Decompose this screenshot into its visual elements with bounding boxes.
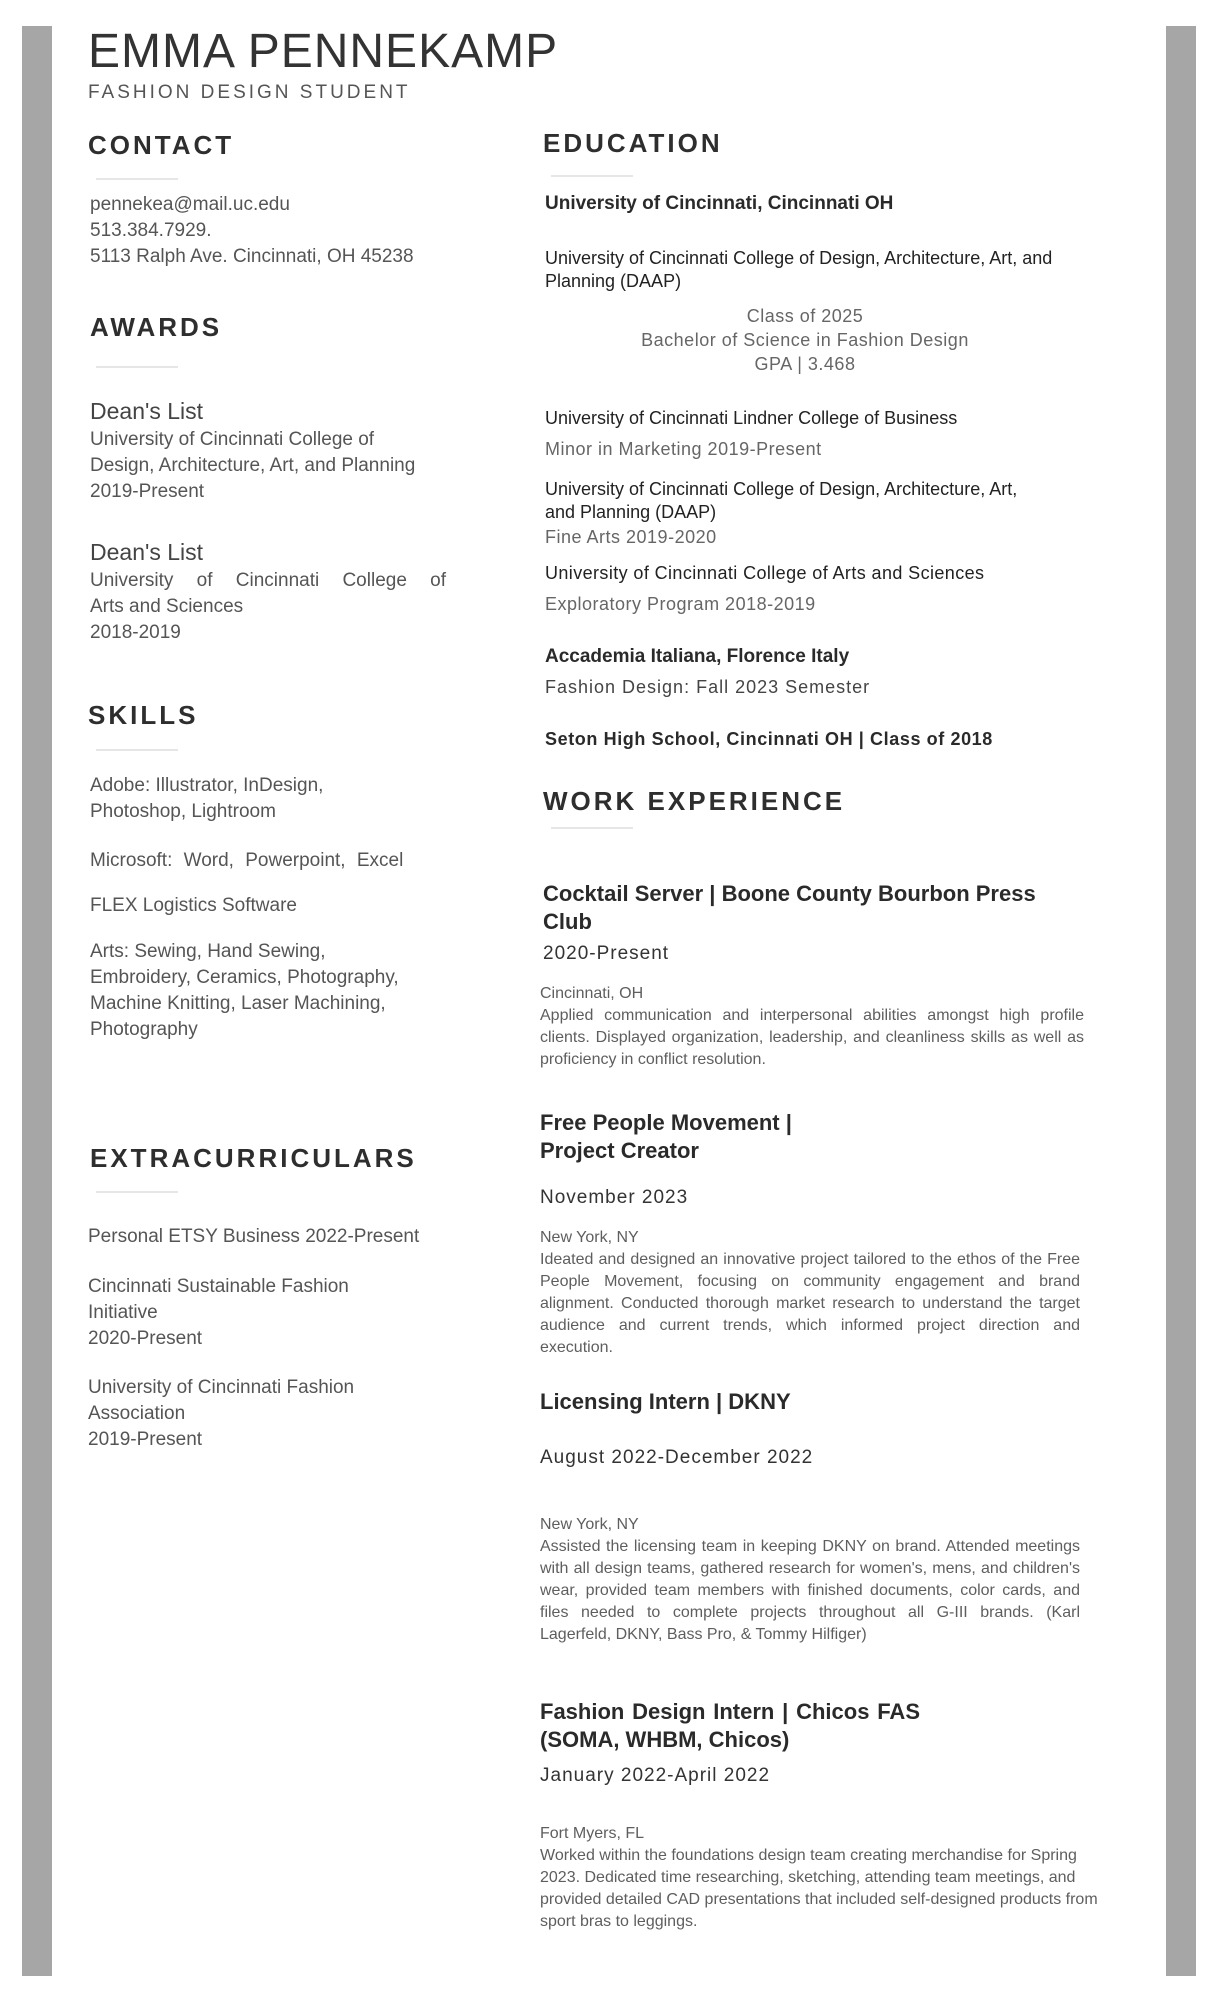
job-location: New York, NY bbox=[540, 1229, 639, 1246]
right-border-bar bbox=[1166, 26, 1196, 1976]
work-heading: WORK EXPERIENCE bbox=[543, 786, 846, 816]
education-class: Class of 2025 bbox=[746, 306, 864, 326]
extracurricular-years: 2020-Present bbox=[88, 1328, 203, 1349]
page-title: EMMA PENNEKAMP bbox=[88, 25, 559, 78]
job-title: Cocktail Server | Boone County Bourbon Press Club bbox=[543, 881, 1036, 934]
education-school: Seton High School, Cincinnati OH | Class of 2018 bbox=[545, 729, 993, 749]
education-college: University of Cincinnati College of Arts and Sciences bbox=[545, 563, 985, 583]
job-description: Assisted the licensing team in keeping DKNY on brand. Attended meetings with all design teams, gathered research for women's, mens, and children's wear, provided team members with finished documents, color cards, and files needed to complete projects throughout all G-III brands. (Karl Lagerfeld, DKNY, Bass Pro, & Tommy Hilfiger) bbox=[540, 1538, 1080, 1643]
page-subtitle: FASHION DESIGN STUDENT bbox=[88, 82, 411, 103]
education-detail: Exploratory Program 2018-2019 bbox=[545, 594, 816, 614]
job-details bbox=[540, 1823, 1120, 1933]
job-title: Fashion Design Intern | Chicos FAS (SOMA, WHBM, Chicos) bbox=[540, 1699, 920, 1752]
awards-heading: AWARDS bbox=[90, 312, 223, 342]
award-years: 2019-Present bbox=[90, 481, 205, 502]
education-college: University of Cincinnati College of Design, Architecture, Art, and Planning (DAAP) bbox=[545, 479, 1018, 522]
education-divider bbox=[551, 175, 633, 177]
extracurriculars-divider bbox=[96, 1191, 178, 1193]
extracurricular-item bbox=[88, 1375, 418, 1453]
award-org-line2: Arts and Sciences bbox=[90, 596, 244, 617]
job-description: Applied communication and interpersonal abilities amongst high profile clients. Displayed organization, leadership, and cleanliness skills as well as proficiency in conflict resolution. bbox=[540, 1007, 1084, 1068]
education-college: University of Cincinnati Lindner College of Business bbox=[545, 408, 958, 428]
education-detail: Minor in Marketing 2019-Present bbox=[545, 439, 822, 459]
job-description: Worked within the foundations design team creating merchandise for Spring 2023. Dedicated time researching, sketching, attending team meetings, and provided detailed CAD presentations that included self-designed products from sport bras to leggings. bbox=[540, 1847, 1098, 1930]
education-gpa: GPA | 3.468 bbox=[754, 354, 856, 374]
job-date: August 2022-December 2022 bbox=[540, 1447, 814, 1468]
job-details bbox=[540, 1514, 1080, 1646]
contact-divider bbox=[96, 178, 178, 180]
extracurriculars-heading: EXTRACURRICULARS bbox=[90, 1143, 417, 1173]
skill-item: FLEX Logistics Software bbox=[90, 895, 297, 916]
education-school: University of Cincinnati, Cincinnati OH bbox=[545, 193, 894, 214]
contact-email[interactable]: pennekea@mail.uc.edu bbox=[90, 194, 290, 215]
contact-address: 5113 Ralph Ave. Cincinnati, OH 45238 bbox=[90, 246, 414, 267]
contact-block bbox=[90, 192, 490, 270]
education-school: Accademia Italiana, Florence Italy bbox=[545, 646, 850, 667]
job-details bbox=[540, 1227, 1080, 1359]
job-location: Fort Myers, FL bbox=[540, 1825, 645, 1842]
job-title: Free People Movement | Project Creator bbox=[540, 1110, 792, 1163]
award-org-line1: University of Cincinnati College of bbox=[90, 570, 446, 591]
extracurricular-name: University of Cincinnati Fashion Association bbox=[88, 1377, 355, 1424]
contact-heading: CONTACT bbox=[88, 130, 235, 160]
job-title: Licensing Intern | DKNY bbox=[540, 1389, 791, 1414]
education-detail: Fashion Design: Fall 2023 Semester bbox=[545, 677, 871, 697]
education-degree: Bachelor of Science in Fashion Design bbox=[641, 330, 969, 350]
job-description: Ideated and designed an innovative project tailored to the ethos of the Free People Movement, focusing on community engagement and brand alignment. Conducted thorough market research to understand the target audience and current trends, which informed project direction and execution. bbox=[540, 1251, 1080, 1356]
extracurricular-years: 2019-Present bbox=[88, 1429, 203, 1450]
award-org-line2: Design, Architecture, Art, and Planning bbox=[90, 455, 416, 476]
skill-item: Adobe: Illustrator, InDesign, Photoshop, Lightroom bbox=[90, 775, 324, 822]
award-org-line1: University of Cincinnati College of bbox=[90, 429, 375, 450]
job-date: January 2022-April 2022 bbox=[540, 1765, 771, 1786]
skill-item: Arts: Sewing, Hand Sewing, Embroidery, Ceramics, Photography, Machine Knitting, Laser Machining, Photography bbox=[90, 941, 399, 1040]
award-title: Dean's List bbox=[90, 398, 204, 424]
awards-divider bbox=[96, 366, 178, 368]
education-detail: Fine Arts 2019-2020 bbox=[545, 527, 717, 547]
job-details bbox=[540, 983, 1084, 1071]
award-item bbox=[90, 398, 460, 505]
award-title: Dean's List bbox=[90, 539, 204, 565]
award-years: 2018-2019 bbox=[90, 622, 181, 643]
skill-item: Microsoft: Word, Powerpoint, Excel bbox=[90, 850, 404, 871]
job-date: November 2023 bbox=[540, 1187, 689, 1208]
skills-heading: SKILLS bbox=[88, 700, 199, 730]
contact-phone: 513.384.7929. bbox=[90, 220, 212, 241]
job-location: New York, NY bbox=[540, 1516, 639, 1533]
education-degree-block bbox=[585, 304, 1025, 376]
extracurricular-item: Personal ETSY Business 2022-Present bbox=[88, 1226, 420, 1247]
left-border-bar bbox=[22, 26, 52, 1976]
job-date: 2020-Present bbox=[543, 943, 670, 964]
education-college: University of Cincinnati College of Design, Architecture, Art, and Planning (DAAP) bbox=[545, 248, 1053, 291]
award-item bbox=[90, 539, 446, 646]
skills-divider bbox=[96, 749, 178, 751]
education-heading: EDUCATION bbox=[543, 128, 723, 158]
work-divider bbox=[551, 827, 633, 829]
extracurricular-name: Cincinnati Sustainable Fashion Initiative bbox=[88, 1276, 349, 1323]
job-location: Cincinnati, OH bbox=[540, 985, 644, 1002]
extracurricular-item bbox=[88, 1274, 418, 1352]
